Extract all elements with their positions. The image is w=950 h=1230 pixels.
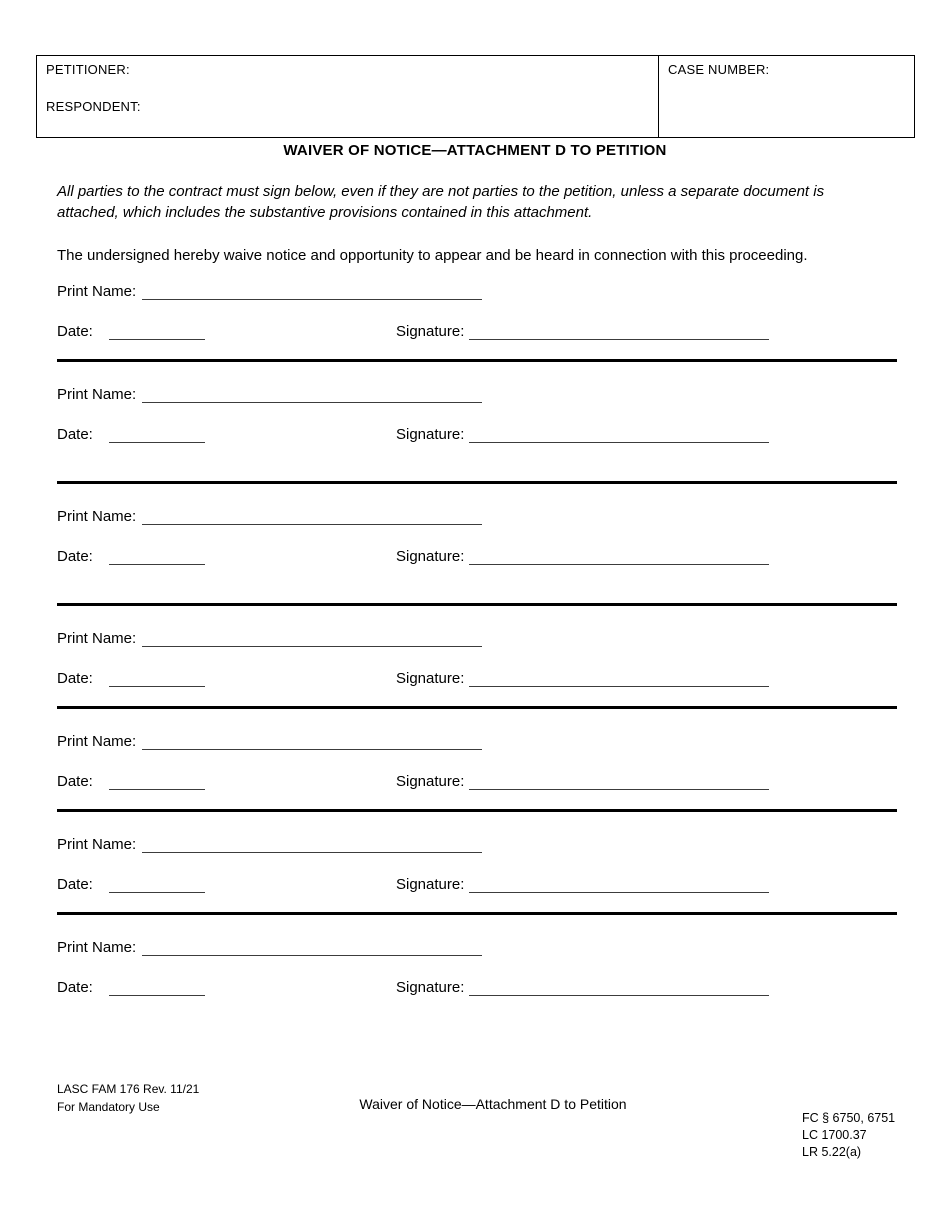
case-number-label: CASE NUMBER: [668, 62, 770, 77]
date-cell [57, 979, 396, 996]
waiver-statement: The undersigned hereby waive notice and opportunity to appear and be heard in connection with this proceeding. [57, 247, 808, 264]
reference-line: LC 1700.37 [802, 1128, 867, 1142]
print-name-field[interactable] [142, 839, 482, 853]
petitioner-label: PETITIONER: [46, 62, 130, 77]
reference-line: LR 5.22(a) [802, 1145, 862, 1159]
signature-field[interactable] [469, 776, 769, 790]
print-name-row [57, 283, 897, 300]
signature-field[interactable] [469, 982, 769, 996]
date-signature-row [57, 323, 897, 340]
signature-label: Signature: [396, 323, 465, 340]
case-caption-box [36, 55, 915, 138]
mandatory-use-note: For Mandatory Use [57, 1100, 160, 1114]
signature-cell [396, 426, 769, 443]
print-name-row [57, 836, 897, 853]
date-cell [57, 323, 396, 340]
print-name-row [57, 386, 897, 403]
date-signature-row [57, 548, 897, 565]
signature-label: Signature: [396, 876, 465, 893]
date-field[interactable] [109, 673, 205, 687]
print-name-label: Print Name: [57, 836, 137, 853]
date-field[interactable] [109, 776, 205, 790]
date-label: Date: [57, 548, 93, 565]
date-signature-row [57, 876, 897, 893]
reference-line: FC § 6750, 6751 [802, 1111, 896, 1125]
respondent-row [46, 97, 649, 115]
signature-block [57, 709, 897, 812]
date-signature-row [57, 670, 897, 687]
date-cell [57, 670, 396, 687]
signature-cell [396, 876, 769, 893]
signature-cell [396, 323, 769, 340]
print-name-row [57, 733, 897, 750]
respondent-label: RESPONDENT: [46, 99, 141, 114]
case-number-field[interactable] [773, 60, 813, 74]
signature-cell [396, 979, 769, 996]
signature-cell [396, 773, 769, 790]
date-label: Date: [57, 670, 93, 687]
print-name-label: Print Name: [57, 283, 137, 300]
case-number-row [668, 60, 905, 78]
signature-block [57, 266, 897, 362]
form-title: WAIVER OF NOTICE—ATTACHMENT D TO PETITION [283, 142, 667, 159]
signature-cell [396, 548, 769, 565]
print-name-label: Print Name: [57, 386, 137, 403]
print-name-label: Print Name: [57, 939, 137, 956]
signature-field[interactable] [469, 673, 769, 687]
signature-cell [396, 670, 769, 687]
date-cell [57, 876, 396, 893]
date-field[interactable] [109, 982, 205, 996]
date-field[interactable] [109, 879, 205, 893]
italic-instruction: All parties to the contract must sign below, even if they are not parties to the petition, unless a separate document is attached, which includes the substantive provisions contained in this attachment. [57, 183, 825, 221]
signature-field[interactable] [469, 326, 769, 340]
print-name-label: Print Name: [57, 733, 137, 750]
date-signature-row [57, 773, 897, 790]
date-field[interactable] [109, 551, 205, 565]
print-name-row [57, 939, 897, 956]
date-label: Date: [57, 323, 93, 340]
signature-label: Signature: [396, 548, 465, 565]
signature-block [57, 606, 897, 709]
print-name-row [57, 508, 897, 525]
date-cell [57, 773, 396, 790]
signature-label: Signature: [396, 979, 465, 996]
date-label: Date: [57, 876, 93, 893]
date-cell [57, 426, 396, 443]
print-name-field[interactable] [142, 942, 482, 956]
signature-field[interactable] [469, 429, 769, 443]
signature-label: Signature: [396, 426, 465, 443]
signature-block [57, 915, 897, 1015]
print-name-field[interactable] [142, 389, 482, 403]
date-signature-row [57, 979, 897, 996]
footer-references [802, 1110, 895, 1161]
form-number: LASC FAM 176 Rev. 11/21 [57, 1082, 200, 1096]
print-name-label: Print Name: [57, 630, 137, 647]
signature-field[interactable] [469, 551, 769, 565]
case-number-cell [659, 56, 914, 137]
signature-field[interactable] [469, 879, 769, 893]
signature-block [57, 484, 897, 606]
date-label: Date: [57, 426, 93, 443]
signature-label: Signature: [396, 670, 465, 687]
signature-label: Signature: [396, 773, 465, 790]
footer-form-title: Waiver of Notice—Attachment D to Petition [359, 1096, 627, 1112]
print-name-row [57, 630, 897, 647]
date-field[interactable] [109, 326, 205, 340]
form-body [0, 142, 950, 1015]
date-label: Date: [57, 979, 93, 996]
date-signature-row [57, 426, 897, 443]
print-name-label: Print Name: [57, 508, 137, 525]
parties-cell [37, 56, 659, 137]
print-name-field[interactable] [142, 633, 482, 647]
signature-block [57, 362, 897, 484]
print-name-field[interactable] [142, 511, 482, 525]
petitioner-field[interactable] [134, 60, 174, 74]
signature-block [57, 812, 897, 915]
respondent-field[interactable] [144, 97, 184, 111]
print-name-field[interactable] [142, 286, 482, 300]
date-field[interactable] [109, 429, 205, 443]
signature-blocks [57, 266, 897, 1015]
date-label: Date: [57, 773, 93, 790]
petitioner-row [46, 60, 649, 78]
print-name-field[interactable] [142, 736, 482, 750]
date-cell [57, 548, 396, 565]
